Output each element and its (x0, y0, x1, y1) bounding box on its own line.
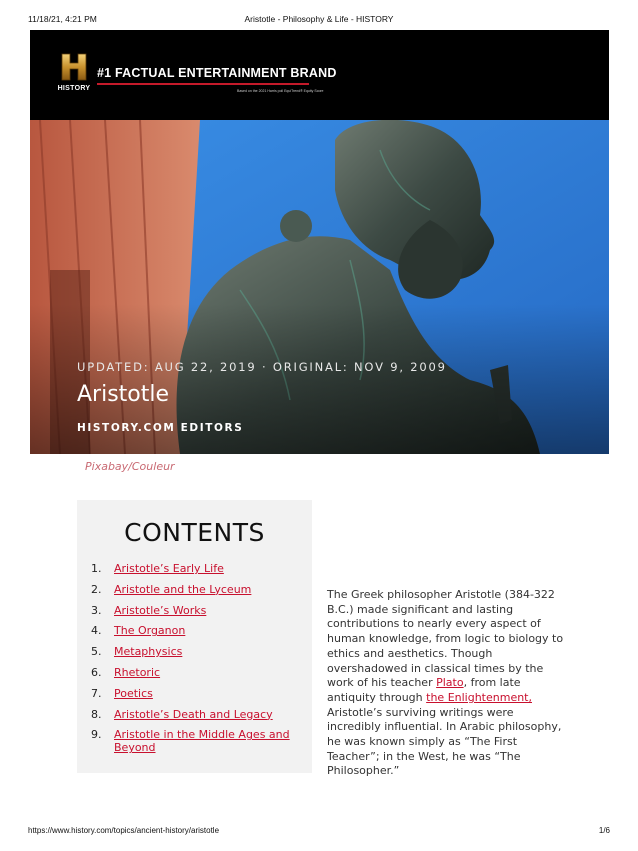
print-url: https://www.history.com/topics/ancient-history/aristotle (28, 826, 220, 835)
article-title: Aristotle (77, 382, 170, 407)
intro-text-part: Aristotle’s surviving writings were incredibly influential. In Arabic philosophy, he was known simply as “The First Teacher”; in the West, he was “The Philosopher.” (327, 705, 562, 778)
print-page-title: Aristotle - Philosophy & Life - HISTORY (244, 14, 394, 24)
toc-item-number: 1. (91, 562, 102, 575)
history-h-icon (59, 52, 89, 82)
toc-title: CONTENTS (124, 518, 265, 547)
brand-banner[interactable] (30, 30, 609, 120)
toc-item (91, 728, 301, 754)
print-footer (28, 826, 610, 838)
toc-item (91, 645, 301, 658)
toc-list (91, 562, 301, 762)
history-logo[interactable] (55, 52, 93, 100)
toc-item (91, 604, 301, 617)
toc-item-number: 4. (91, 624, 102, 638)
toc-link-organon[interactable]: The Organon (114, 624, 186, 638)
updated-date: UPDATED: AUG 22, 2019 · ORIGINAL: NOV 9, 2009 (77, 360, 447, 374)
enlightenment-link[interactable]: the Enlightenment, (426, 690, 532, 704)
toc-item-number: 3. (91, 603, 102, 617)
toc-item-number: 9. (91, 728, 102, 742)
intro-text-part: , from late antiquity through (327, 676, 521, 704)
image-credit: Pixabay/Couleur (85, 460, 175, 473)
toc-link-lyceum[interactable]: Aristotle and the Lyceum (114, 582, 252, 596)
toc-link-poetics[interactable]: Poetics (114, 686, 153, 700)
table-of-contents (77, 500, 312, 773)
toc-link-middle-ages[interactable]: Aristotle in the Middle Ages and Beyond (114, 728, 290, 755)
tagline-divider (97, 83, 309, 85)
history-logo-text: HISTORY (57, 85, 91, 92)
plato-link[interactable]: Plato (436, 676, 464, 690)
toc-item-number: 2. (91, 582, 102, 596)
toc-item (91, 687, 301, 700)
brand-tagline: #1 FACTUAL ENTERTAINMENT BRAND (97, 66, 337, 80)
toc-item (91, 624, 301, 637)
toc-item-number: 5. (91, 645, 102, 659)
print-header (28, 14, 610, 26)
toc-item (91, 583, 301, 596)
toc-item (91, 708, 301, 721)
article-intro-paragraph (327, 588, 567, 779)
hero-image (30, 120, 609, 454)
toc-item (91, 562, 301, 575)
toc-link-early-life[interactable]: Aristotle’s Early Life (114, 562, 224, 575)
tagline-footnote: Based on the 2021 Harris poll EquiTrend® Equity Score (237, 89, 324, 93)
toc-item-number: 7. (91, 686, 102, 700)
toc-item-number: 8. (91, 707, 102, 721)
print-datetime: 11/18/21, 4:21 PM (28, 14, 97, 24)
toc-link-rhetoric[interactable]: Rhetoric (114, 665, 161, 679)
toc-item (91, 666, 301, 679)
toc-link-works[interactable]: Aristotle’s Works (114, 603, 207, 617)
article-author[interactable]: HISTORY.COM EDITORS (77, 422, 244, 434)
toc-link-death-legacy[interactable]: Aristotle’s Death and Legacy (114, 707, 273, 721)
intro-text-part: The Greek philosopher Aristotle (384-322 B.C.) made significant and lasting contributions to nearly every aspect of human knowledge, from logic to biology to ethics and aesthetics. Though overshadowed in classical times by the work of his teacher (327, 588, 564, 690)
toc-link-metaphysics[interactable]: Metaphysics (114, 645, 183, 659)
print-page-number: 1/6 (598, 826, 610, 835)
toc-item-number: 6. (91, 665, 102, 679)
